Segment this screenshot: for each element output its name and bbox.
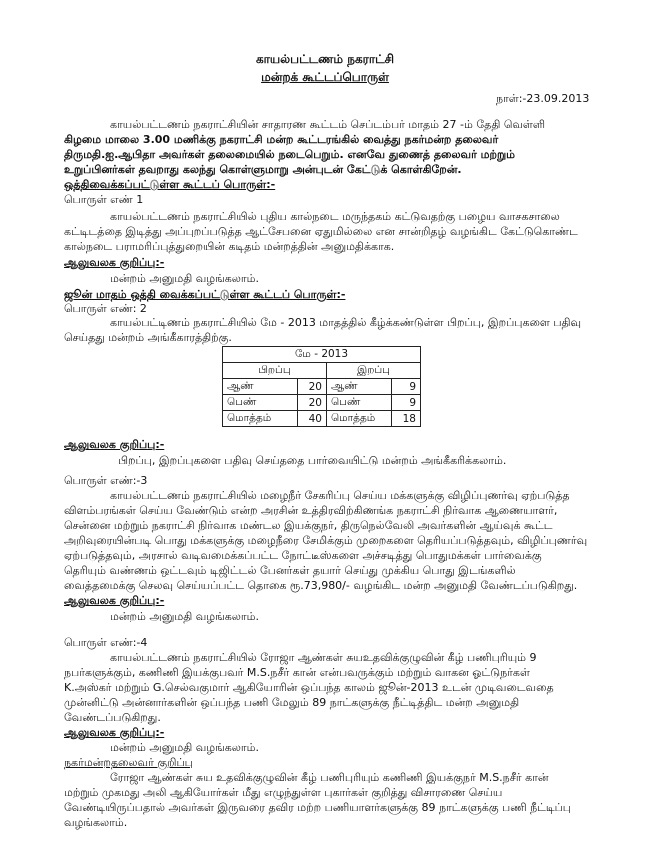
table-row	[223, 379, 421, 395]
table-cell: பெண்	[223, 395, 298, 411]
table-cell: மொத்தம்	[327, 411, 392, 427]
table-cell: 40	[298, 411, 327, 427]
item-3-note-label: ஆலுவலக குறிப்பு:-	[64, 594, 165, 607]
item-1-line-2: கட்டிடத்தை இடித்து அப்புறப்படுத்த ஆட்சேபனை ஏதுமில்லை என சான்றிதழ் வழங்கிட கேட்டுகொண்ட	[64, 225, 578, 238]
item-4-line-3: K.அஸ்கர் மற்றும் G.செல்வகுமார் ஆகியோரின் ஒப்பந்த காலம் ஜூன்-2013 உடன் முடிவடைவதை	[64, 681, 554, 694]
table-cell: ஆண்	[223, 379, 298, 395]
item-1-heading: பொருள் எண் 1	[64, 193, 144, 206]
item-3-heading: பொருள் எண்:-3	[64, 474, 148, 487]
item-3-line-1: காயல்பட்டணம் நகராட்சியில் மழைநீர் சேகரிப்பு செய்ய மக்களுக்கு விழிப்புணர்வு ஏற்படுத்த	[110, 489, 570, 502]
item-1-line-3: கால்நடை பராமரிப்புத்துறையின் கடிதம் மன்றத்தின் அனுமதிக்காக.	[64, 240, 395, 253]
table-cell: 9	[392, 379, 421, 395]
intro-line-3: திருமதி.ஐ.ஆபிதா அவர்கள் தலைமையில் நடைபெறும். எனவே துணைத் தலைவர் மற்றும்	[64, 148, 516, 161]
item-1-line-1: காயல்பட்டணம் நகராட்சியில் புதிய கால்நடை மருந்தகம் கட்டுவதற்கு பழைய வாசகசாலை	[110, 210, 560, 223]
item-4-line-5: வேண்டப்படுகிறது.	[64, 711, 161, 724]
item-3-line-5: ஏற்படுத்தவும், அரசால் வடிவமைக்கப்பட்ட நோட்டீஸ்களை அச்சடித்து பொதுமக்கள் பார்வைக்கு	[64, 549, 542, 562]
table-row	[223, 347, 421, 363]
table-cell: மொத்தம்	[223, 411, 298, 427]
table-row	[223, 363, 421, 379]
table-cell: ஆண்	[327, 379, 392, 395]
item-2-line-2: செய்தது மன்றம் அங்கீகாரத்திற்கு.	[64, 331, 232, 344]
table-births-header: பிறப்பு	[223, 363, 327, 379]
item-2-note-label: ஆலுவலக குறிப்பு:-	[64, 438, 165, 451]
item-2-heading: பொருள் எண்: 2	[64, 302, 147, 315]
item-3-line-7: வைத்தமைக்கு செலவு செய்யப்பட்ட தொகை ரூ.73,980/- வழங்கிட மன்ற அனுமதி வேண்டப்படுகிறது.	[64, 579, 578, 592]
intro-line-4: உறுப்பினர்கள் தவறாது கலந்து கொள்ளுமாறு அன்புடன் கேட்டுக் கொள்கிறேன்.	[64, 163, 462, 176]
table-row	[223, 395, 421, 411]
births-deaths-table	[222, 346, 421, 427]
chair-note-heading: நகர்மன்றதலைவர் குறிப்பு	[64, 756, 193, 769]
chair-note-line-3: வேண்டியிருப்பதால் அவர்கள் இருவரை தவிர மற்ற பணியாளர்களுக்கு 89 நாட்களுக்கு பணி நீட்டிப்பு	[64, 801, 571, 814]
table-cell: 9	[392, 395, 421, 411]
item-2-line-1: காயல்பட்டிணம் நகராட்சியில் மே - 2013 மாதத்தில் கீழ்க்கண்டுள்ள பிறப்பு, இறப்புகளை பதிவு	[110, 316, 582, 329]
table-cell: 18	[392, 411, 421, 427]
municipality-title: காயல்பட்டணம் நகராட்சி	[255, 52, 395, 66]
chair-note-line-4: வழங்கலாம்.	[64, 816, 128, 829]
section-june-heading: ஜூன் மாதம் ஒத்தி வைக்கப்பட்டுள்ள கூட்டப் பொருள்:-	[64, 288, 346, 301]
table-cell: 20	[298, 395, 327, 411]
item-4-heading: பொருள் எண்:-4	[64, 636, 148, 649]
item-4-note-text: மன்றம் அனுமதி வழங்கலாம்.	[110, 741, 259, 754]
item-3-line-2: விளம்பரங்கள் செய்ய வேண்டும் என்ற அரசின் உத்திரவிற்கிணங்க நகராட்சி நிர்வாக ஆணையாளர்,	[64, 504, 558, 517]
item-1-note-label: ஆலுவலக குறிப்பு:-	[64, 256, 165, 269]
table-month-header: மே - 2013	[223, 347, 421, 363]
intro-line-1: காயல்பட்டணம் நகராட்சியின் சாதாரண கூட்டம் செப்டம்பர் மாதம் 27 -ம் தேதி வெள்ளி	[110, 118, 546, 131]
chair-note-line-2: மற்றும் முகமது அலி ஆகியோர்கள் மீது எழுந்துள்ள புகார்கள் குறித்து விசாரணை செய்ய	[64, 786, 503, 799]
item-3-note-text: மன்றம் அனுமதி வழங்கலாம்.	[110, 610, 259, 623]
item-1-note-text: மன்றம் அனுமதி வழங்கலாம்.	[110, 272, 259, 285]
item-4-line-2: நபர்களுக்கும், கணிணி இயக்குபவர் M.S.நசீர் கான் என்பவருக்கும் மற்றும் வாகன ஓட்டுநர்கள்	[64, 666, 530, 679]
item-3-line-3: சென்னை மற்றும் நகராட்சி நிர்வாக மண்டல இயக்குநர், திருநெல்வேலி அவர்களின் ஆய்வுக் கூட்ட	[64, 519, 553, 532]
table-deaths-header: இறப்பு	[327, 363, 421, 379]
intro-line-2: கிழமை மாலை 3.00 மணிக்கு நகராட்சி மன்ற கூட்டரங்கில் வைத்து நகர்மன்ற தலைவர்	[64, 133, 499, 146]
table-cell: பெண்	[327, 395, 392, 411]
item-4-line-1: காயல்பட்டணம் நகராட்சியில் ரோஜா ஆண்கள் சுயஉதவிக்குழுவின் கீழ் பணிபுரியும் 9	[110, 651, 537, 664]
item-2-note-text: பிறப்பு, இறப்புகளை பதிவு செய்ததை பார்வையிட்டு மன்றம் அங்கீகரிக்கலாம்.	[118, 454, 507, 467]
item-3-line-6: தெரியும் வண்ணம் ஒட்டவும் டிஜிட்டல் பேனர்கள் தயார் செய்து முக்கிய பொது இடங்களில்	[64, 564, 516, 577]
table-cell: 20	[298, 379, 327, 395]
chair-note-line-1: ரோஜா ஆண்கள் சுய உதவிக்குழுவின் கீழ் பணிபுரியும் கணிணி இயக்குநர் M.S.நசீர் கான்	[110, 771, 549, 784]
item-3-line-4: அறிவுரையின்படி பொது மக்களுக்கு மழைநீரை சேமிக்கும் முறைகளை தெரியப்படுத்தவும், விழிப்புணர்வு	[64, 534, 588, 547]
document-date: நாள்:-23.09.2013	[496, 92, 590, 105]
table-row	[223, 411, 421, 427]
item-4-line-4: முன்னிட்டு அன்னார்களின் ஒப்பந்த பணி மேலும் 89 நாட்களுக்கு நீட்டித்திட மன்ற அனுமதி	[64, 696, 520, 709]
item-4-note-label: ஆலுவலக குறிப்பு:-	[64, 726, 165, 739]
section-adjourned-heading: ஒத்திவைக்கப்பட்டுள்ள கூட்டப் பொருள்:-	[64, 178, 276, 191]
document-subtitle: மன்றக் கூட்டப்பொருள்	[261, 70, 389, 84]
